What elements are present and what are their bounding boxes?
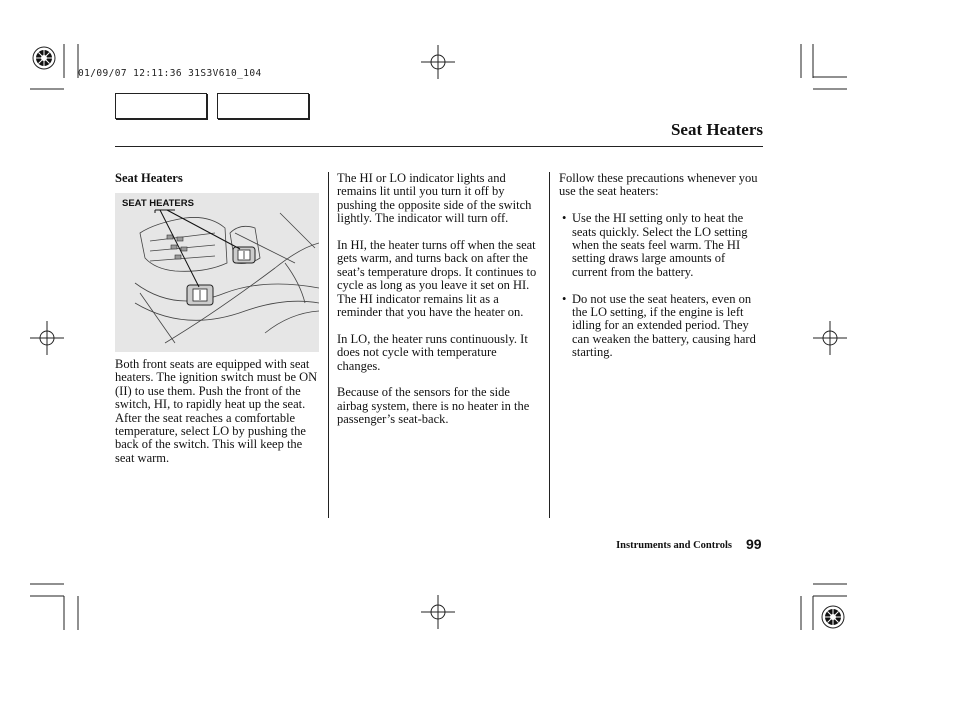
- paragraph-indicator: The HI or LO indicator lights and remains lit until you turn it off by pushing the opposite side of the switch lightly. The indicator will turn off.: [337, 171, 532, 226]
- print-timestamp: 01/09/07 12:11:36 31S3V610_104: [78, 68, 262, 79]
- bullet-icon: •: [562, 211, 567, 226]
- column-1: [115, 172, 320, 191]
- figure-label: SEAT HEATERS: [122, 198, 194, 209]
- console-drawing: [115, 193, 319, 352]
- seat-heater-illustration: [115, 193, 319, 352]
- column-2: [337, 172, 541, 440]
- precautions-intro: Follow these precautions whenever you use the seat heaters:: [559, 171, 758, 199]
- column-3: [559, 172, 763, 373]
- nav-tab-box-left[interactable]: [115, 93, 207, 119]
- bullet-text: Use the HI setting only to heat the seats quickly. Select the LO setting when the seats feel warm. The HI setting draws large amounts of current from the battery.: [572, 211, 748, 279]
- bullet-icon: •: [562, 291, 567, 306]
- passenger-seat-heater-switch-drawing: [233, 247, 255, 263]
- title-divider: [115, 146, 763, 147]
- list-item: [559, 293, 763, 360]
- paragraph-lo-mode: In LO, the heater runs continuously. It does not cycle with temperature changes.: [337, 331, 528, 373]
- intro-paragraph: Both front seats are equipped with seat heaters. The ignition switch must be ON (II) to use them. Push the front of the switch, HI, to rapidly heat up the seat. After the seat reaches a comfortable temperature, select LO by pushing the back of the switch. This will keep the seat warm.: [115, 357, 318, 465]
- page-number: 99: [746, 536, 762, 552]
- registration-target-top-left: [33, 47, 55, 69]
- paragraph-airbag: Because of the sensors for the side airbag system, there is no heater in the passenger’s seat-back.: [337, 385, 530, 427]
- page-title: Seat Heaters: [670, 120, 763, 139]
- nav-tab-box-right[interactable]: [217, 93, 309, 119]
- precautions-list: [559, 212, 763, 359]
- list-item: [559, 212, 763, 279]
- driver-seat-heater-switch-drawing: [187, 285, 213, 305]
- column-1-body: [115, 358, 321, 479]
- bullet-text: Do not use the seat heaters, even on the LO setting, if the engine is left idling for an extended period. They can weaken the battery, causing hard starting.: [572, 291, 756, 360]
- paragraph-hi-mode: In HI, the heater turns off when the seat gets warm, and turns back on after the seat’s temperature drops. It continues to cycle as long as you leave it set on HI. The HI indicator remains lit as a reminder that you have the heater on.: [337, 238, 537, 320]
- registration-target-bottom-right: [822, 606, 844, 628]
- column-divider-1: [328, 172, 329, 518]
- footer-section-name: Instruments and Controls: [616, 540, 732, 551]
- section-heading: Seat Heaters: [115, 171, 183, 185]
- column-divider-2: [549, 172, 550, 518]
